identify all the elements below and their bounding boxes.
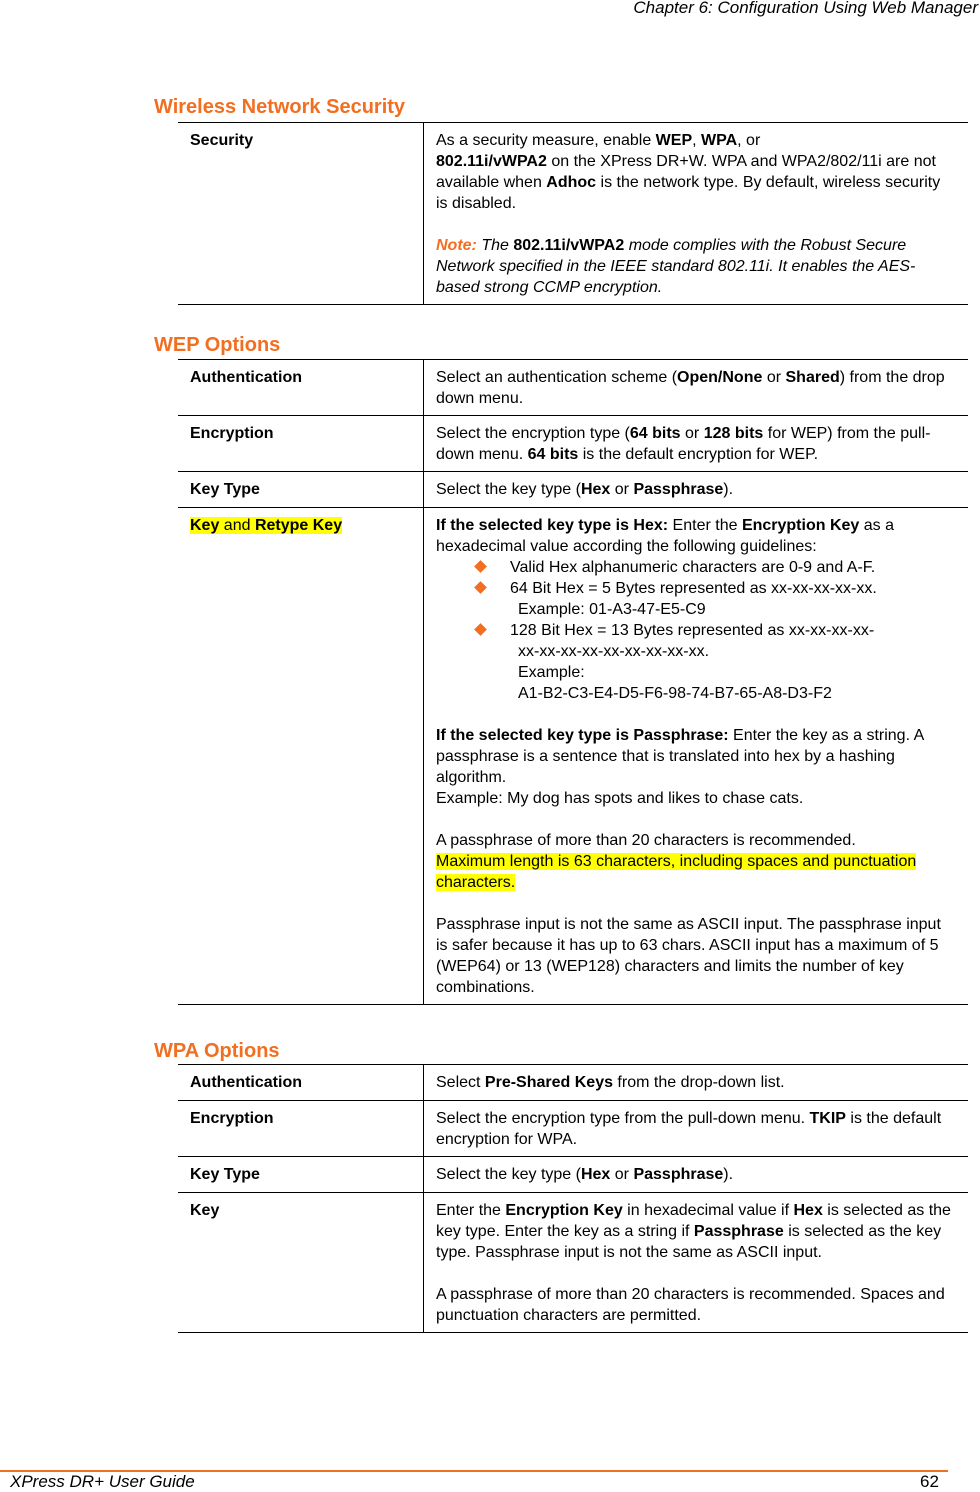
hex-guidelines-list <box>436 557 956 704</box>
row-label: Key Type <box>178 1157 424 1192</box>
chapter-title: Chapter 6: Configuration Using Web Manager <box>633 0 978 17</box>
row-label: Authentication <box>178 360 424 415</box>
row-label: Key Type <box>178 472 424 507</box>
diamond-bullet-icon <box>474 623 487 636</box>
list-item: Valid Hex alphanumeric characters are 0-9 and A-F. <box>436 557 956 578</box>
security-description: As a security measure, enable WEP, WPA, or 802.11i/vWPA2 on the XPress DR+W. WPA and WPA2/802/11i are not available when Adhoc is the network type. By default, wireless security is disabled. <box>436 132 941 212</box>
table-row <box>178 1065 968 1100</box>
diamond-bullet-icon <box>474 560 487 573</box>
table-row <box>178 123 968 304</box>
row-label: Authentication <box>178 1065 424 1100</box>
row-description: Select the key type (Hex or Passphrase). <box>436 1166 734 1183</box>
row-label: Encryption <box>178 416 424 471</box>
wep-options-table <box>178 359 968 1005</box>
row-label: Encryption <box>178 1101 424 1156</box>
row-description: Select an authentication scheme (Open/None or Shared) from the drop down menu. <box>436 369 945 407</box>
wpa-options-heading: WPA Options <box>154 1040 280 1062</box>
wep-options-heading: WEP Options <box>154 334 281 356</box>
page-number: 62 <box>920 1472 939 1491</box>
row-description: If the selected key type is Hex: Enter the Encryption Key as a hexadecimal value according the following guidelines: Valid Hex alphanumeric characters are 0-9 and A-F. 64 Bit Hex = 5 Bytes represented as xx-xx-xx-xx-xx. Example: 01-A3-47-E5-C9 128 Bit Hex = 13 Bytes represented as xx-xx-xx-xx- xx-xx-xx-xx-xx-xx-xx-xx-xx. Example: A1-B2-C3-E4-D5-F6-98-74-B7-65-A8-D3-F2 If the selected key type is Passphrase: Enter the key as a string. A passphrase is a sentence that is translated into hex by a hashing algorithm. Example: My dog has spots and likes to chase cats. A passphrase of more than 20 characters is recommended. Maximum length is 63 characters, including spaces and punctuation characters. Passphrase input is not the same as ASCII input. The passphrase input is safer because it has up to 63 chars. ASCII input has a maximum of 5 (WEP64) or 13 (WEP128) characters and limits the number of key combinations. <box>424 508 968 1004</box>
table-row <box>178 415 968 471</box>
row-description: Select Pre-Shared Keys from the drop-down list. <box>436 1074 785 1091</box>
table-row <box>178 1192 968 1332</box>
table-row <box>178 360 968 415</box>
security-note: Note: The 802.11i/vWPA2 mode complies with the Robust Secure Network specified in the IEEE standard 802.11i. It enables the AES-based strong CCMP encryption. <box>436 237 916 296</box>
table-row <box>178 1100 968 1156</box>
table-row <box>178 507 968 1004</box>
diamond-bullet-icon <box>474 581 487 594</box>
wireless-security-table <box>178 122 968 305</box>
row-description: Select the key type (Hex or Passphrase). <box>436 481 734 498</box>
wpa-options-table <box>178 1064 968 1333</box>
row-description <box>424 123 968 304</box>
guide-title: XPress DR+ User Guide <box>10 1472 195 1491</box>
table-row <box>178 471 968 507</box>
list-item: 64 Bit Hex = 5 Bytes represented as xx-xx-xx-xx-xx. Example: 01-A3-47-E5-C9 <box>436 578 956 620</box>
table-row <box>178 1156 968 1192</box>
row-label: Key <box>178 1193 424 1332</box>
row-description: Select the encryption type (64 bits or 128 bits for WEP) from the pull-down menu. 64 bits is the default encryption for WEP. <box>436 425 931 463</box>
row-label: Key and Retype Key <box>178 508 424 1004</box>
row-label: Security <box>178 123 424 304</box>
row-description: Select the encryption type from the pull-down menu. TKIP is the default encryption for WPA. <box>436 1110 942 1148</box>
wireless-security-heading: Wireless Network Security <box>154 96 406 118</box>
max-length-highlight: Maximum length is 63 characters, including spaces and punctuation characters. <box>436 853 917 891</box>
list-item: 128 Bit Hex = 13 Bytes represented as xx-xx-xx-xx- xx-xx-xx-xx-xx-xx-xx-xx-xx. Example: A1-B2-C3-E4-D5-F6-98-74-B7-65-A8-D3-F2 <box>436 620 956 704</box>
row-description: Enter the Encryption Key in hexadecimal value if Hex is selected as the key type. Enter the key as a string if Passphrase is selected as the key type. Passphrase input is not the same as ASCII input. A passphrase of more than 20 characters is recommended. Spaces and punctuation characters are permitted. <box>436 1202 951 1324</box>
